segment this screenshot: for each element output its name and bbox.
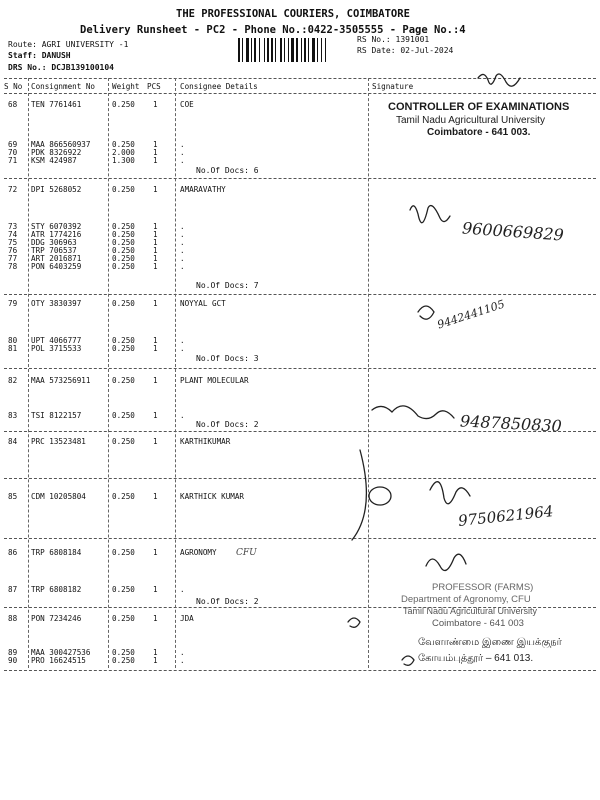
- row-weight: 0.250: [112, 648, 135, 657]
- row-consignee: NOYYAL GCT: [180, 299, 226, 308]
- signature-row83: [372, 406, 454, 419]
- row-consignee: .: [180, 140, 185, 149]
- row-consignment: DPI 5268052: [31, 185, 82, 194]
- col-consignee: Consignee Details: [180, 82, 258, 91]
- row-weight: 1.300: [112, 156, 135, 165]
- row-consignee: .: [180, 156, 185, 165]
- row-pcs: 1: [153, 299, 158, 308]
- tamil-stamp-line2: கோயம்புத்தூர் – 641 013.: [418, 653, 534, 664]
- row-pcs: 1: [153, 100, 158, 109]
- rs-date: RS Date: 02-Jul-2024: [357, 46, 454, 55]
- row-sno: 81: [8, 344, 18, 353]
- handwritten-note: CFU: [236, 548, 257, 558]
- row-pcs: 1: [153, 437, 158, 446]
- row-weight: 0.250: [112, 548, 135, 557]
- row-weight: 0.250: [112, 344, 135, 353]
- row-pcs: 1: [153, 492, 158, 501]
- row-sno: 86: [8, 548, 18, 557]
- row-sno: 84: [8, 437, 18, 446]
- signature-row79: [418, 306, 434, 319]
- row-sno: 82: [8, 376, 18, 385]
- row-weight: 0.250: [112, 262, 135, 271]
- professor-stamp-line3: Tamil Nadu Agricultural University: [403, 606, 538, 616]
- row-consignment: CDM 10205804: [31, 492, 86, 501]
- row-consignee: KARTHICK KUMAR: [180, 492, 245, 501]
- row-consignment: MAA 866560937: [31, 140, 91, 149]
- row-consignee: .: [180, 648, 185, 657]
- row-weight: 0.250: [112, 299, 135, 308]
- row-pcs: 1: [153, 230, 158, 239]
- row-consignee: .: [180, 336, 185, 345]
- row-consignment: PON 6403259: [31, 262, 82, 271]
- staff-label: Staff: DANUSH: [8, 51, 71, 60]
- row-consignment: ART 2016871: [31, 254, 82, 263]
- handwritten-phone: 9442441105: [435, 297, 507, 332]
- row-consignee: .: [180, 656, 185, 665]
- row-consignment: PDK 8326922: [31, 148, 82, 157]
- row-sno: 87: [8, 585, 18, 594]
- col-weight: Weight: [112, 82, 140, 91]
- company-title: THE PROFESSIONAL COURIERS, COIMBATORE: [176, 8, 410, 20]
- coe-stamp-line3: Coimbatore - 641 003.: [427, 127, 531, 138]
- row-pcs: 1: [153, 648, 158, 657]
- row-consignee: .: [180, 222, 185, 231]
- row-consignee: .: [180, 344, 185, 353]
- doc-count: No.Of Docs: 2: [196, 420, 259, 429]
- signature-row88: [348, 618, 360, 627]
- col-sno: S No: [4, 82, 23, 91]
- row-consignment: ATR 1774216: [31, 230, 82, 239]
- tamil-stamp-line1: வேளாண்மை இணை இயக்குநர்: [418, 637, 562, 648]
- row-consignee: AMARAVATHY: [180, 185, 226, 194]
- row-sno: 88: [8, 614, 18, 623]
- row-weight: 0.250: [112, 614, 135, 623]
- row-weight: 0.250: [112, 238, 135, 247]
- signature-coe: [478, 74, 520, 86]
- row-weight: 0.250: [112, 585, 135, 594]
- row-consignee: PLANT MOLECULAR: [180, 376, 249, 385]
- row-pcs: 1: [153, 336, 158, 345]
- row-consignee: KARTHIKUMAR: [180, 437, 231, 446]
- row-consignment: TRP 706537: [31, 246, 77, 255]
- row-consignee: AGRONOMY: [180, 548, 217, 557]
- row-weight: 0.250: [112, 222, 135, 231]
- row-sno: 72: [8, 185, 18, 194]
- row-consignee: .: [180, 585, 185, 594]
- row-sno: 73: [8, 222, 18, 231]
- row-weight: 0.250: [112, 140, 135, 149]
- row-pcs: 1: [153, 548, 158, 557]
- row-weight: 0.250: [112, 230, 135, 239]
- row-consignee: .: [180, 262, 185, 271]
- row-consignment: UPT 4066777: [31, 336, 82, 345]
- signature-row86: [426, 554, 466, 570]
- route-label: Route: AGRI UNIVERSITY -1: [8, 40, 129, 49]
- row-weight: 2.000: [112, 148, 135, 157]
- col-consignment: Consignment No: [31, 82, 96, 91]
- row-consignment: KSM 424987: [31, 156, 77, 165]
- row-consignee: .: [180, 230, 185, 239]
- row-pcs: 1: [153, 262, 158, 271]
- row-sno: 85: [8, 492, 18, 501]
- row-weight: 0.250: [112, 376, 135, 385]
- row-weight: 0.250: [112, 411, 135, 420]
- row-weight: 0.250: [112, 656, 135, 665]
- coe-stamp-line1: CONTROLLER OF EXAMINATIONS: [388, 101, 570, 113]
- signature-row85: [430, 482, 470, 504]
- row-sno: 70: [8, 148, 18, 157]
- row-consignment: DDG 306963: [31, 238, 77, 247]
- handwritten-phone: 9600669829: [461, 218, 565, 245]
- row-sno: 79: [8, 299, 18, 308]
- row-weight: 0.250: [112, 100, 135, 109]
- row-weight: 0.250: [112, 492, 135, 501]
- coe-stamp-line2: Tamil Nadu Agricultural University: [396, 115, 545, 126]
- row-pcs: 1: [153, 376, 158, 385]
- row-consignment: TEN 7761461: [31, 100, 82, 109]
- runsheet-title: Delivery Runsheet - PC2 - Phone No.:0422-3505555 - Page No.:4: [80, 24, 466, 36]
- row-sno: 71: [8, 156, 18, 165]
- row-consignment: TRP 6808182: [31, 585, 82, 594]
- row-consignment: MAA 573256911: [31, 376, 91, 385]
- signature-circle: [369, 487, 391, 505]
- row-consignee: COE: [180, 100, 194, 109]
- row-consignment: POL 3715533: [31, 344, 82, 353]
- row-sno: 89: [8, 648, 18, 657]
- row-consignee: .: [180, 254, 185, 263]
- row-consignee: .: [180, 246, 185, 255]
- row-sno: 90: [8, 656, 18, 665]
- handwritten-phone: 9487850830: [459, 411, 563, 436]
- doc-count: No.Of Docs: 6: [196, 166, 259, 175]
- row-weight: 0.250: [112, 254, 135, 263]
- row-consignee: .: [180, 148, 185, 157]
- row-consignment: MAA 300427536: [31, 648, 91, 657]
- row-weight: 0.250: [112, 185, 135, 194]
- col-pcs: PCS: [147, 82, 161, 91]
- signature-line-84: [352, 450, 366, 540]
- row-pcs: 1: [153, 614, 158, 623]
- doc-count: No.Of Docs: 7: [196, 281, 259, 290]
- row-pcs: 1: [153, 222, 158, 231]
- doc-count: No.Of Docs: 2: [196, 597, 259, 606]
- row-pcs: 1: [153, 656, 158, 665]
- signature-row89: [402, 656, 414, 665]
- row-weight: 0.250: [112, 437, 135, 446]
- handwritten-phone: 9750621964: [457, 502, 555, 530]
- rs-number: RS No.: 1391001: [357, 35, 430, 44]
- row-pcs: 1: [153, 344, 158, 353]
- professor-stamp-line2: Department of Agronomy, CFU: [401, 594, 531, 605]
- row-sno: 80: [8, 336, 18, 345]
- row-sno: 75: [8, 238, 18, 247]
- doc-count: No.Of Docs: 3: [196, 354, 259, 363]
- row-sno: 69: [8, 140, 18, 149]
- row-consignment: OTY 3830397: [31, 299, 82, 308]
- row-pcs: 1: [153, 140, 158, 149]
- row-consignment: TRP 6808184: [31, 548, 82, 557]
- row-weight: 0.250: [112, 336, 135, 345]
- row-consignee: .: [180, 411, 185, 420]
- row-pcs: 1: [153, 585, 158, 594]
- drs-number: DRS No.: DCJB139100104: [8, 63, 114, 72]
- row-consignment: PRO 16624515: [31, 656, 86, 665]
- professor-stamp-line4: Coimbatore - 641 003: [432, 618, 524, 629]
- professor-stamp-line1: PROFESSOR (FARMS): [432, 582, 534, 593]
- row-consignment: TSI 8122157: [31, 411, 82, 420]
- row-pcs: 1: [153, 156, 158, 165]
- row-pcs: 1: [153, 246, 158, 255]
- row-sno: 78: [8, 262, 18, 271]
- row-consignee: JDA: [180, 614, 194, 623]
- row-pcs: 1: [153, 148, 158, 157]
- col-signature: Signature: [372, 82, 414, 91]
- row-sno: 83: [8, 411, 18, 420]
- row-consignee: .: [180, 238, 185, 247]
- row-pcs: 1: [153, 411, 158, 420]
- row-sno: 74: [8, 230, 18, 239]
- row-sno: 68: [8, 100, 18, 109]
- row-consignment: STY 6070392: [31, 222, 82, 231]
- row-pcs: 1: [153, 254, 158, 263]
- row-weight: 0.250: [112, 246, 135, 255]
- row-pcs: 1: [153, 238, 158, 247]
- row-consignment: PRC 13523481: [31, 437, 86, 446]
- signature-row72: [410, 206, 450, 223]
- row-sno: 76: [8, 246, 18, 255]
- row-consignment: PON 7234246: [31, 614, 82, 623]
- row-pcs: 1: [153, 185, 158, 194]
- row-sno: 77: [8, 254, 18, 263]
